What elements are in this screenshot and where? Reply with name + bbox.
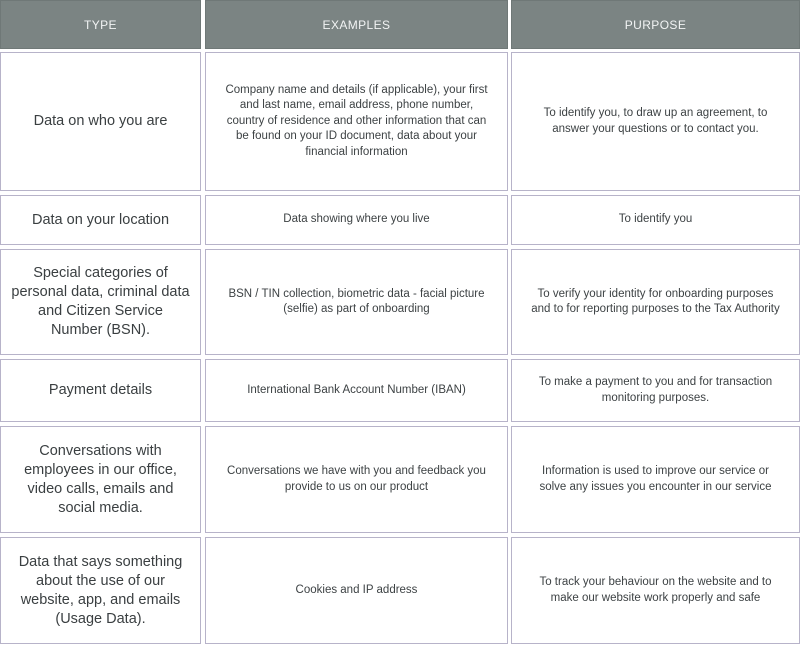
header-purpose (511, 0, 800, 49)
row-1-examples-text: Company name and details (if applicable), your first and last name, email address, phone number, country of residence and other information that can be found on your ID document, data about your financial information (225, 83, 488, 158)
row-1-type-text: Data on who you are (33, 113, 168, 129)
row-2-purpose-text: To identify you (618, 213, 693, 226)
row-5-examples-text: Conversations we have with you and feedback you provide to us on our product (227, 465, 486, 493)
row-2-purpose (511, 195, 800, 245)
row-6-type-text: Data that says something about the use of our website, app, and emails (Usage Data). (18, 553, 183, 627)
row-6-purpose-text: To track your behaviour on the website and to make our website work properly and safe (539, 576, 772, 604)
header-examples-label: EXAMPLES (322, 17, 391, 32)
row-3-examples-text: BSN / TIN collection, biometric data - facial picture (selfie) as part of onboarding (228, 287, 485, 315)
row-3-purpose-text: To verify your identity for onboarding purposes and to for reporting purposes to the Tax Authority (531, 287, 780, 315)
row-4-purpose (511, 359, 800, 422)
row-3-examples (205, 249, 508, 355)
row-1-type (0, 52, 201, 191)
row-2-examples (205, 195, 508, 245)
row-3-type-text: Special categories of personal data, criminal data and Citizen Service Number (BSN). (11, 265, 190, 338)
row-1-purpose (511, 52, 800, 191)
row-6-examples-text: Cookies and IP address (295, 583, 418, 596)
row-5-purpose-text: Information is used to improve our service or solve any issues you encounter in our service (539, 465, 772, 493)
row-6-purpose (511, 537, 800, 644)
row-4-type-text: Payment details (48, 382, 153, 398)
row-6-examples (205, 537, 508, 644)
row-5-type (0, 426, 201, 533)
row-5-type-text: Conversations with employees in our office, video calls, emails and social media. (24, 442, 177, 516)
row-6-type (0, 537, 201, 644)
header-purpose-label: PURPOSE (624, 17, 687, 32)
row-2-type (0, 195, 201, 245)
row-3-type (0, 249, 201, 355)
row-4-type (0, 359, 201, 422)
row-1-purpose-text: To identify you, to draw up an agreement, to answer your questions or to contact you. (543, 107, 768, 135)
header-examples (205, 0, 508, 49)
row-5-purpose (511, 426, 800, 533)
row-4-purpose-text: To make a payment to you and for transaction monitoring purposes. (538, 376, 773, 404)
header-type-label: TYPE (84, 17, 117, 32)
row-2-examples-text: Data showing where you live (283, 213, 430, 226)
row-5-examples (205, 426, 508, 533)
row-2-type-text: Data on your location (31, 211, 170, 228)
header-type (0, 0, 201, 49)
row-1-examples (205, 52, 508, 191)
row-4-examples (205, 359, 508, 422)
row-3-purpose (511, 249, 800, 355)
row-4-examples-text: International Bank Account Number (IBAN) (247, 383, 466, 396)
